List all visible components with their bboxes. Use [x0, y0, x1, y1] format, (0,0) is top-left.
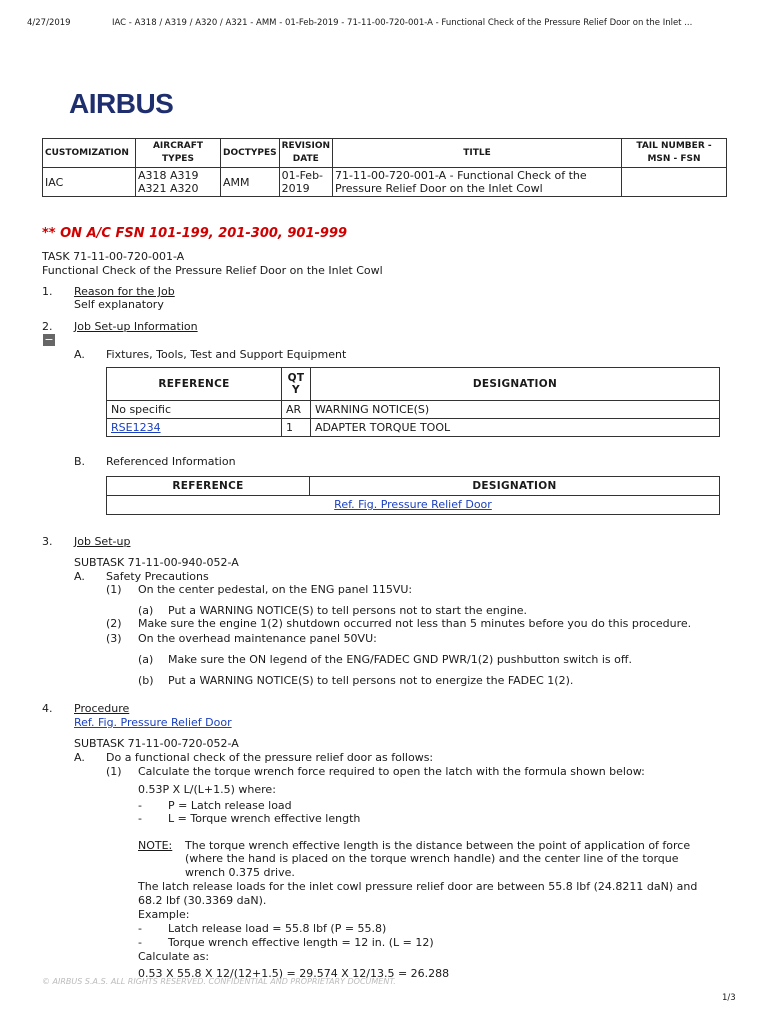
revision-date-value: 01-Feb- 2019 — [279, 168, 332, 197]
section-3-title: Job Set-up — [74, 535, 131, 548]
equipment-col-designation: DESIGNATION — [311, 368, 720, 401]
section-1-number: 1. — [42, 285, 53, 298]
task-title: Functional Check of the Pressure Relief Door on the Inlet Cowl — [42, 264, 383, 277]
section-2b-title: Referenced Information — [106, 455, 236, 468]
example-label: Example: — [138, 908, 190, 921]
equipment-ref-link[interactable]: RSE1234 — [111, 421, 161, 434]
applicability-line: ** ON A/C FSN 101-199, 201-300, 901-999 — [42, 226, 348, 241]
note-line-2: (where the hand is placed on the torque wrench handle) and the center line of the torque — [185, 852, 679, 865]
loads-line-1: The latch release loads for the inlet cowl pressure relief door are between 55.8 lbf (24.8211 daN) and — [138, 880, 698, 893]
section-2b-letter: B. — [74, 455, 86, 468]
airbus-logo: AIRBUS — [69, 88, 174, 119]
table-row — [107, 401, 720, 419]
referenced-col-designation: DESIGNATION — [310, 477, 720, 496]
example-line-1: Latch release load = 55.8 lbf (P = 55.8) — [168, 922, 387, 935]
referenced-col-reference: REFERENCE — [107, 477, 310, 496]
aircraft-types-value: A318 A319 A321 A320 — [136, 168, 221, 197]
section-4-title: Procedure — [74, 702, 130, 715]
section-2-number: 2. — [42, 320, 53, 333]
equipment-header-row — [107, 368, 720, 401]
equipment-col-qty: QT Y — [282, 368, 311, 401]
subtask-id: SUBTASK 71-11-00-940-052-A — [74, 556, 239, 569]
document-info-row — [43, 168, 727, 197]
section-1-title: Reason for the Job — [74, 285, 175, 298]
equipment-designation: WARNING NOTICE(S) — [311, 401, 720, 419]
section-3-number: 3. — [42, 535, 53, 548]
subtask-id: SUBTASK 71-11-00-720-052-A — [74, 737, 239, 750]
step-number: (1) — [106, 765, 122, 778]
print-header-title: IAC - A318 / A319 / A320 / A321 - AMM - 01-Feb-2019 - 71-11-00-720-001-A - Functional Check of the Pressure Relief Door on the Inlet ... — [112, 18, 693, 28]
step-number: (1) — [106, 583, 122, 596]
note-label: NOTE: — [138, 839, 173, 852]
substep-letter: (b) — [138, 674, 154, 687]
loads-line-2: 68.2 lbf (30.3369 daN). — [138, 894, 267, 907]
collapse-icon[interactable]: − — [44, 333, 54, 346]
example-line-2: Torque wrench effective length = 12 in. (L = 12) — [168, 936, 434, 949]
substep-text: Make sure the ON legend of the ENG/FADEC GND PWR/1(2) pushbutton switch is off. — [168, 653, 632, 666]
list-dash: - — [138, 922, 142, 935]
equipment-col-reference: REFERENCE — [107, 368, 282, 401]
equipment-qty: 1 — [282, 419, 311, 437]
section-2-title: Job Set-up Information — [74, 320, 198, 333]
copyright-footer: © AIRBUS S.A.S. ALL RIGHTS RESERVED. CONFIDENTIAL AND PROPRIETARY DOCUMENT. — [42, 977, 396, 986]
customization-value: IAC — [43, 168, 136, 197]
step-letter: A. — [74, 751, 85, 764]
document-info-table — [42, 138, 727, 197]
title-value: 71-11-00-720-001-A - Functional Check of the Pressure Relief Door on the Inlet Cowl — [333, 168, 622, 197]
equipment-table — [106, 367, 720, 437]
substep-text: Put a WARNING NOTICE(S) to tell persons not to start the engine. — [168, 604, 528, 617]
substep-text: Put a WARNING NOTICE(S) to tell persons not to energize the FADEC 1(2). — [168, 674, 574, 687]
col-aircraft-types: AIRCRAFT TYPES — [136, 139, 221, 168]
table-row — [107, 419, 720, 437]
equipment-ref: No specific — [107, 401, 282, 419]
list-dash: - — [138, 936, 142, 949]
note-line-1: The torque wrench effective length is the distance between the point of application of force — [185, 839, 691, 852]
procedure-ref-link[interactable]: Ref. Fig. Pressure Relief Door — [74, 716, 232, 729]
section-1-body: Self explanatory — [74, 298, 164, 311]
section-2a-title: Fixtures, Tools, Test and Support Equipment — [106, 348, 347, 361]
tail-number-value — [622, 168, 727, 197]
col-customization: CUSTOMIZATION — [43, 139, 136, 168]
p-definition: P = Latch release load — [168, 799, 292, 812]
formula-text: 0.53P X L/(L+1.5) where: — [138, 783, 276, 796]
col-title: TITLE — [333, 139, 622, 168]
step-title: Do a functional check of the pressure relief door as follows: — [106, 751, 434, 764]
note-line-3: wrench 0.375 drive. — [185, 866, 295, 879]
step-text: Calculate the torque wrench force required to open the latch with the formula shown below: — [138, 765, 645, 778]
col-tail-number: TAIL NUMBER - MSN - FSN — [622, 139, 727, 168]
step-letter: A. — [74, 570, 85, 583]
task-id: TASK 71-11-00-720-001-A — [42, 250, 185, 263]
document-info-header-row — [43, 139, 727, 168]
section-2a-letter: A. — [74, 348, 85, 361]
calculation-line: 0.53 X 55.8 X 12/(12+1.5) = 29.574 X 12/13.5 = 26.288 — [138, 967, 450, 980]
equipment-qty: AR — [282, 401, 311, 419]
referenced-info-table — [106, 476, 720, 515]
list-dash: - — [138, 799, 142, 812]
equipment-ref-cell — [107, 419, 282, 437]
step-text: On the overhead maintenance panel 50VU: — [138, 632, 377, 645]
referenced-header-row — [107, 477, 720, 496]
step-number: (3) — [106, 632, 122, 645]
l-definition: L = Torque wrench effective length — [168, 812, 361, 825]
calculate-label: Calculate as: — [138, 950, 210, 963]
doctypes-value: AMM — [221, 168, 280, 197]
equipment-designation: ADAPTER TORQUE TOOL — [311, 419, 720, 437]
col-revision-date: REVISION DATE — [279, 139, 332, 168]
page-number: 1/3 — [722, 993, 736, 1003]
section-4-number: 4. — [42, 702, 53, 715]
list-dash: - — [138, 812, 142, 825]
step-title: Safety Precautions — [106, 570, 209, 583]
step-number: (2) — [106, 617, 122, 630]
step-text: On the center pedestal, on the ENG panel 115VU: — [138, 583, 413, 596]
col-doctypes: DOCTYPES — [221, 139, 280, 168]
step-text: Make sure the engine 1(2) shutdown occurred not less than 5 minutes before you do this procedure. — [138, 617, 692, 630]
substep-letter: (a) — [138, 604, 154, 617]
referenced-link-cell — [107, 496, 720, 515]
ref-fig-link[interactable]: Ref. Fig. Pressure Relief Door — [334, 498, 492, 511]
substep-letter: (a) — [138, 653, 154, 666]
print-header-date: 4/27/2019 — [27, 18, 71, 28]
table-row — [107, 496, 720, 515]
